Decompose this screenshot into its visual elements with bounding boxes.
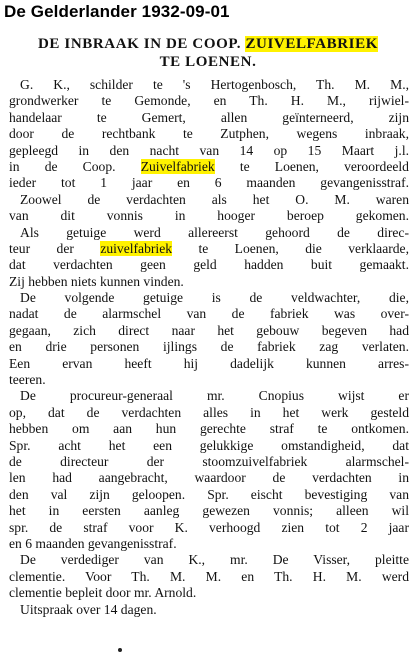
- headline-highlighted-term: ZUIVELFABRIEK: [245, 36, 378, 52]
- article-line: [9, 356, 409, 372]
- article-line-text: gepleegd in den nacht van 14 op 15 Maart j.l.: [9, 142, 409, 158]
- article-line-text: te Loenen, veroordeeld: [214, 158, 409, 174]
- article-line-text: teeren.: [9, 372, 46, 388]
- article-line: [9, 306, 409, 322]
- article-line: [9, 405, 409, 421]
- article-line: [9, 323, 409, 339]
- article-line-text: het in eersten aanleg gewezen vonnis; alleen wil: [9, 503, 409, 519]
- article-line-text: op, dat de verdachten alles in het werk gesteld: [9, 404, 409, 420]
- article-line: [9, 454, 409, 470]
- article-line: [9, 585, 409, 601]
- article-line: [9, 159, 409, 175]
- article-line-text: clementie. Voor Th. M. M. en Th. H. M. werd: [9, 568, 409, 584]
- article-line-text: dat verdachten geen geld hadden buit gemaakt.: [9, 257, 409, 273]
- article-line: [9, 126, 409, 142]
- article-line-text: en 6 maanden gevangenisstraf.: [9, 535, 177, 551]
- article-line: [9, 208, 409, 224]
- article-line: [9, 77, 409, 93]
- article-line: [9, 110, 409, 126]
- article-line-text: Zoowel de verdachten als het O. M. waren: [20, 191, 409, 207]
- article-line-text: den val zijn geloopen. Spr. eischt bevestiging van: [9, 486, 409, 502]
- article-line-text: te Loenen, die verklaarde,: [172, 240, 409, 256]
- headline-line-2: TE LOENEN.: [159, 54, 257, 70]
- article-line-text: gegaan, zich direct naar het gebouw begeven had: [9, 322, 409, 338]
- article-line: [9, 520, 409, 536]
- article-line-text: De verdediger van K., mr. De Visser, pleitte: [20, 552, 409, 568]
- article-line-text: Uitspraak over 14 dagen.: [20, 601, 157, 617]
- article-line-text: Spr. acht het een gelukkige omstandigheid, dat: [9, 437, 409, 453]
- article-line: [9, 241, 409, 257]
- article-line-text: spr. de straf voor K. verhoogd zien tot 2 jaar: [9, 519, 409, 535]
- article-line-text: teur der: [9, 240, 101, 256]
- article-line: [9, 372, 409, 388]
- headline-text: DE INBRAAK IN DE COOP.: [38, 36, 246, 52]
- article-line: [9, 503, 409, 519]
- article-line: [9, 192, 409, 208]
- article-line-text: van dit vonnis in hooger beroep gekomen.: [9, 208, 409, 224]
- article-line-text: hebben om aan hun gerechte straf te ontkomen.: [9, 421, 409, 437]
- article-line-text: de directeur der stoomzuivelfabriek alarmschel-: [9, 453, 409, 469]
- article-line-text: in de Coop.: [9, 158, 141, 174]
- article-line-text: len had aangebracht, waardoor de verdachten in: [9, 470, 409, 486]
- article-line-text: clementie bepleit door mr. Arnold.: [9, 585, 197, 601]
- article-line-text: De procureur-generaal mr. Cnopius wijst er: [20, 388, 409, 404]
- article-line: [9, 536, 409, 552]
- newspaper-masthead: De Gelderlander 1932-09-01: [4, 2, 230, 21]
- article-line: [9, 569, 409, 585]
- article-line: [9, 274, 409, 290]
- article-line: [9, 290, 409, 306]
- article-line: [9, 225, 409, 241]
- print-speck: [118, 648, 122, 652]
- article-line: [9, 93, 409, 109]
- article-line: [9, 339, 409, 355]
- highlighted-term: zuivelfabriek: [100, 240, 173, 256]
- headline-line-1: [8, 36, 408, 53]
- article-line: [9, 552, 409, 568]
- highlighted-term: Zuivelfabriek: [140, 158, 215, 174]
- article-line: [9, 421, 409, 437]
- article-line: [9, 487, 409, 503]
- article-line: [9, 388, 409, 404]
- article-line-text: G. K., schilder te 's Hertogenbosch, Th. M. M.,: [20, 77, 409, 92]
- article-line-text: grondwerker te Gemonde, en Th. H. M., rijwiel-: [9, 93, 409, 109]
- article-line: [9, 143, 409, 159]
- article-line-text: en drie personen ijlings de fabriek zag verlaten.: [9, 339, 409, 355]
- article-line-text: De volgende getuige is de veldwachter, die,: [20, 290, 409, 306]
- article-line-text: Als getuige werd allereerst gehoord de direc-: [20, 224, 409, 240]
- article-line-text: Een ervan heeft hij dadelijk kunnen arres-: [9, 355, 409, 371]
- article-line: [9, 470, 409, 486]
- article-line-text: door de rechtbank te Zutphen, wegens inbraak,: [9, 126, 409, 142]
- article-line: [9, 257, 409, 273]
- article-line-text: Zij hebben niets kunnen vinden.: [9, 273, 184, 289]
- article-line-text: ieder tot 1 jaar en 6 maanden gevangenisstraf.: [9, 175, 409, 191]
- article-line: [9, 175, 409, 191]
- article-body: [9, 77, 409, 618]
- article-line: [9, 602, 409, 618]
- article-line-text: handelaar te Gemert, allen geïnterneerd, zijn: [9, 109, 409, 125]
- article-line: [9, 438, 409, 454]
- article-line-text: nadat de alarmschel van de fabriek was over-: [9, 306, 409, 322]
